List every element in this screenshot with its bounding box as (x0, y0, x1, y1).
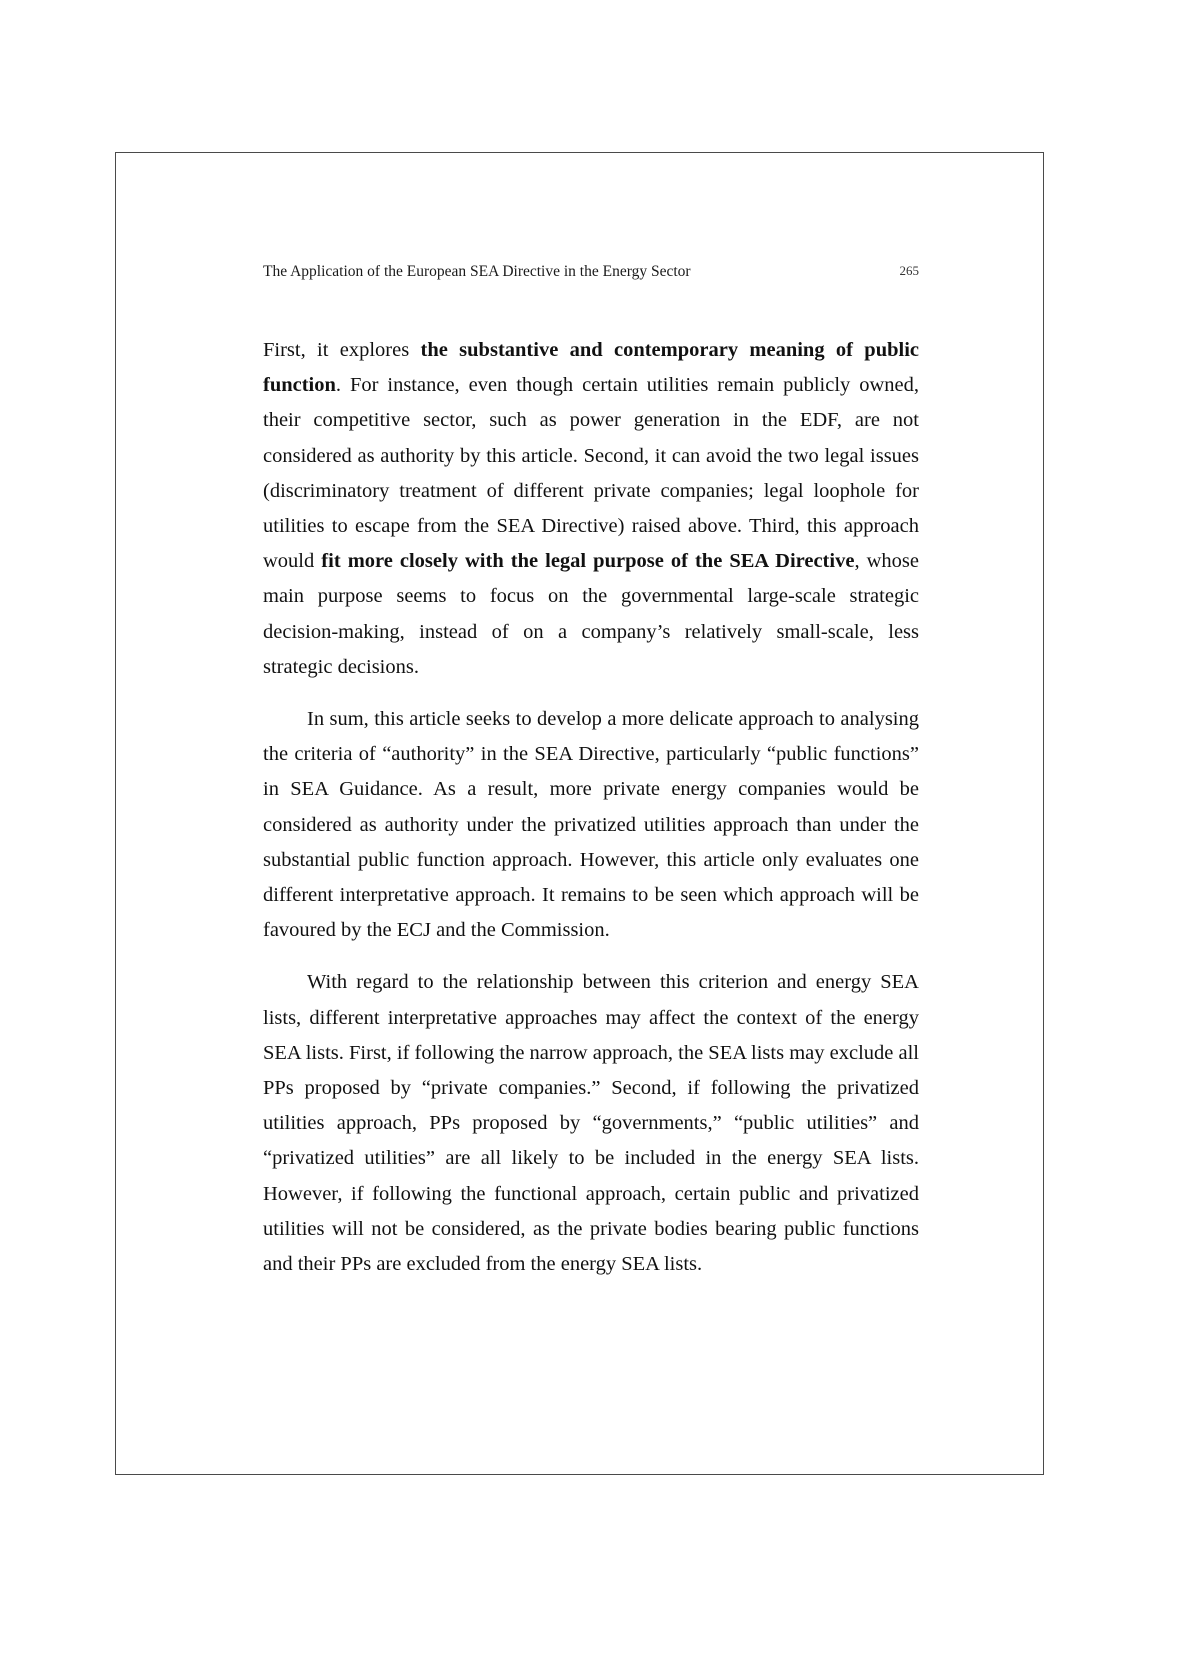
page-number: 265 (899, 263, 919, 278)
body-text (263, 333, 919, 1299)
paragraph-1 (263, 333, 919, 685)
running-title: The Application of the European SEA Directive in the Energy Sector (263, 263, 691, 280)
text-segment: First, it explores (263, 339, 421, 361)
text-segment: , whose main purpose seems to focus on the governmental large-scale strategic decision-making, instead of on a company’s relatively small-scale, less strategic decisions. (263, 550, 919, 678)
text-segment: With regard to the relationship between this criterion and energy SEA lists, different interpretative approaches may affect the context of the energy SEA lists. First, if following the narrow approach, the SEA lists may exclude all PPs proposed by “private companies.” Second, if following the privatized utilities approach, PPs proposed by “governments,” “public utilities” and “privatized utilities” are all likely to be included in the energy SEA lists. However, if following the functional approach, certain public and privatized utilities will not be considered, as the private bodies bearing public functions and their PPs are excluded from the energy SEA lists. (263, 971, 919, 1276)
paragraph-3 (263, 965, 919, 1282)
bold-text-segment: the substantive and contemporary meaning of public function (263, 339, 919, 397)
text-segment: In sum, this article seeks to develop a more delicate approach to analysing the criteria of “authority” in the SEA Directive, particularly “public functions” in SEA Guidance. As a result, more private energy companies would be considered as authority under the privatized utilities approach than under the substantial public function approach. However, this article only evaluates one different interpretative approach. It remains to be seen which approach will be favoured by the ECJ and the Commission. (263, 708, 919, 942)
bold-text-segment: fit more closely with the legal purpose of the SEA Directive (321, 550, 855, 573)
paragraph-2 (263, 702, 919, 948)
text-segment: . For instance, even though certain utilities remain publicly owned, their competitive sector, such as power generation in the EDF, are not considered as authority by this article. Second, it can avoid the two legal issues (discriminatory treatment of different private companies; legal loophole for utilities to escape from the SEA Directive) raised above. Third, this approach would (263, 374, 919, 573)
